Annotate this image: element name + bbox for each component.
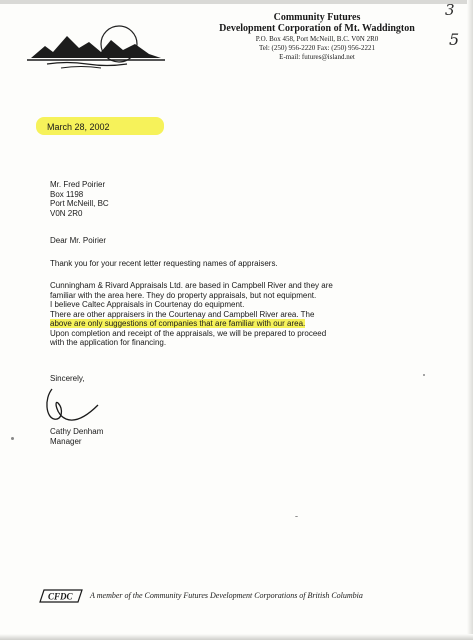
body-line: familiar with the area here. They do property appraisals, but not equipment. bbox=[50, 290, 317, 300]
body-line: Cunningham & Rivard Appraisals Ltd. are based in Campbell River and they are bbox=[50, 281, 333, 290]
org-email: E-mail: futures@island.net bbox=[279, 53, 355, 61]
scan-edge-bottom bbox=[0, 634, 473, 640]
salutation: Dear Mr. Poirier bbox=[50, 236, 107, 245]
signer-title: Manager bbox=[50, 436, 82, 446]
mountain-sun-logo bbox=[27, 22, 165, 70]
paragraph-intro: Thank you for your recent letter requesting names of appraisers. bbox=[50, 259, 278, 268]
org-name-line2: Development Corporation of Mt. Waddington bbox=[219, 23, 415, 34]
recipient-address bbox=[50, 180, 109, 218]
highlighted-text: above are only suggestions of companies that are familiar with our area. bbox=[50, 319, 306, 328]
letterhead bbox=[182, 12, 452, 62]
footer-tagline: A member of the Community Futures Development Corporations of British Columbia bbox=[90, 591, 363, 600]
recipient-city: Port McNeill, BC bbox=[50, 199, 109, 208]
recipient-name: Mr. Fred Poirier bbox=[50, 180, 106, 189]
scan-edge-top bbox=[0, 0, 473, 4]
scan-speck bbox=[423, 374, 425, 376]
handwritten-mark-bottom: 5 bbox=[449, 30, 460, 49]
body-line-highlighted bbox=[50, 319, 410, 329]
org-address: P.O. Box 458, Port McNeill, B.C. V0N 2R0 bbox=[255, 35, 379, 43]
handwritten-mark-top: 3 bbox=[445, 1, 455, 19]
signer-name: Cathy Denham bbox=[50, 427, 104, 436]
handwritten-signature bbox=[42, 385, 104, 425]
body-line: I believe Caltec Appraisals in Courtenay do equipment. bbox=[50, 300, 245, 309]
closing: Sincerely, bbox=[50, 374, 85, 383]
org-name-line1: Community Futures bbox=[273, 12, 361, 23]
footer bbox=[38, 588, 438, 608]
recipient-postal: V0N 2R0 bbox=[50, 208, 83, 218]
body-line: Upon completion and receipt of the appraisals, we will be prepared to proceed bbox=[50, 328, 327, 338]
scan-speck bbox=[11, 437, 14, 440]
org-phone-fax: Tel: (250) 956-2220 Fax: (250) 956-2221 bbox=[259, 44, 375, 52]
body-line: There are other appraisers in the Courtenay and Campbell River area. The bbox=[50, 309, 315, 319]
scan-speck bbox=[295, 516, 298, 517]
paragraph-appraisers bbox=[50, 281, 410, 348]
body-line: with the application for financing. bbox=[50, 338, 167, 347]
scan-edge-right bbox=[467, 0, 473, 640]
recipient-box: Box 1198 bbox=[50, 189, 84, 199]
cfdc-logo bbox=[38, 588, 86, 604]
letter-date: March 28, 2002 bbox=[47, 122, 110, 132]
signer-block bbox=[50, 427, 103, 446]
cfdc-logo-text: CFDC bbox=[48, 591, 73, 602]
